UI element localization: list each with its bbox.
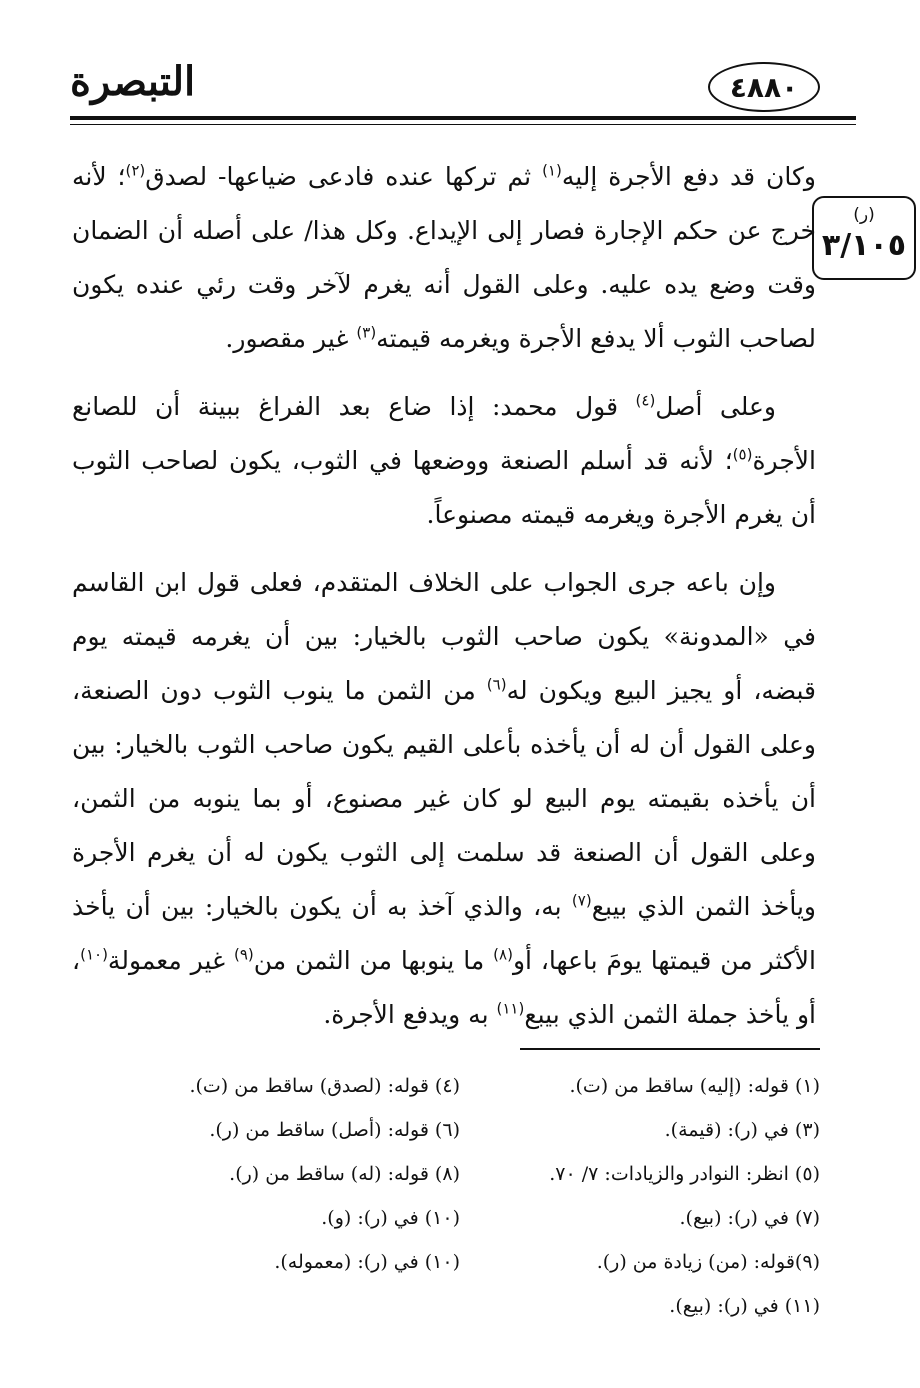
footnote-reference: (٥) <box>732 445 753 464</box>
footnote: (٥) انظر: النوادر والزيادات: ٧/ ٧٠. <box>549 1163 820 1185</box>
paragraph <box>72 150 816 366</box>
manuscript-folio-marker <box>812 196 916 280</box>
footnote: (٩)قوله: (من) زيادة من (ر). <box>596 1251 820 1273</box>
page-number: ٤٨٨٠ <box>708 62 820 112</box>
footnote: (٣) في (ر): (قيمة). <box>664 1119 820 1141</box>
footnote-reference: (٣) <box>356 323 377 342</box>
text-run: غير مقصور. <box>225 324 357 353</box>
footnotes-right-column <box>480 1064 820 1328</box>
text-run: من الثمن ما ينوب الثوب دون الصنعة، وعلى القول أن له أن يأخذه بأعلى القيم يكون صاحب الثوب بالخيار: بين أن يأخذه بقيمته يوم البيع لو كان غير مصنوع، أو بما ينوبه من الثمن، وعلى القول أن الصنعة قد سلمت إلى الثوب يكون له أن يغرم الأجرة ويأخذ الثمن الذي بيبع <box>72 676 816 921</box>
manuscript-folio: ٣/١٠٥ <box>821 228 907 263</box>
footnote-reference: (٤) <box>635 391 656 410</box>
header-rule <box>70 116 856 120</box>
text-run: ، أو يأخذ جملة الثمن الذي بيبع <box>72 946 816 1029</box>
footnote-reference: (٩) <box>233 945 254 964</box>
manuscript-siglum: (ر) <box>853 205 875 225</box>
text-run: ؛ لأنه خرج عن حكم الإجارة فصار إلى الإيداع. وكل هذا/ على أصله أن الضمان وقت وضع يده عليه. وعلى القول أنه يغرم لآخر وقت رئي عنده يكون لصاحب الثوب ألا يدفع الأجرة ويغرمه قيمته <box>72 162 816 353</box>
footnote: (١) قوله: (إليه) ساقط من (ت). <box>569 1075 820 1097</box>
footnote: (١٠) في (ر): (و). <box>321 1207 460 1229</box>
footnote-reference: (١) <box>542 161 562 180</box>
header-rule-thin <box>70 124 856 125</box>
text-run: ثم تركها عنده فادعى ضياعها- لصدق <box>145 162 543 191</box>
paragraph <box>72 556 816 1042</box>
text-run: غير معمولة <box>107 946 234 975</box>
footnote-separator <box>520 1048 820 1050</box>
footnote-reference: (٢) <box>125 161 146 180</box>
footnote: (١٠) في (ر): (معموله). <box>274 1251 460 1273</box>
text-run: وعلى أصل <box>655 392 776 421</box>
main-text <box>72 150 816 1056</box>
footnote-reference: (٦) <box>486 675 507 694</box>
footnote-reference: (٨) <box>493 945 513 964</box>
footnote: (٨) قوله: (له) ساقط من (ر). <box>229 1163 460 1185</box>
footnote: (٧) في (ر): (بيع). <box>679 1207 820 1229</box>
footnote: (٤) قوله: (لصدق) ساقط من (ت). <box>189 1075 460 1097</box>
text-run: وكان قد دفع الأجرة إليه <box>561 162 817 191</box>
text-run: به ويدفع الأجرة. <box>323 1000 497 1029</box>
text-run: به، والذي آخذ به أن يكون بالخيار: بين أن يأخذ الأكثر من قيمتها يومَ باعها، أو <box>72 892 816 975</box>
footnote: (٦) قوله: (أصل) ساقط من (ر). <box>209 1119 460 1141</box>
text-run: ؛ لأنه قد أسلم الصنعة ووضعها في الثوب، يكون لصاحب الثوب أن يغرم الأجرة ويغرمه قيمته مصنوعاً. <box>72 446 816 529</box>
footnote-reference: (١١) <box>496 999 525 1018</box>
footnotes-left-column <box>120 1064 460 1284</box>
text-run: وإن باعه جرى الجواب على الخلاف المتقدم، فعلى قول ابن القاسم في «المدونة» يكون صاحب الثوب بالخيار: بين أن يغرمه قيمته يوم قبضه، أو يجيز البيع ويكون له <box>72 568 817 705</box>
text-run: قول محمد: إذا ضاع بعد الفراغ ببينة أن للصانع الأجرة <box>72 392 816 475</box>
page-header <box>70 48 856 126</box>
paragraph <box>72 380 816 542</box>
footnote-reference: (١٠) <box>80 945 108 964</box>
text-run: ما ينوبها من الثمن من <box>253 946 494 975</box>
footnote: (١١) في (ر): (بيع). <box>669 1295 820 1317</box>
running-title: التبصرة <box>70 58 196 105</box>
footnotes <box>100 1064 820 1344</box>
footnote-reference: (٧) <box>571 891 592 910</box>
